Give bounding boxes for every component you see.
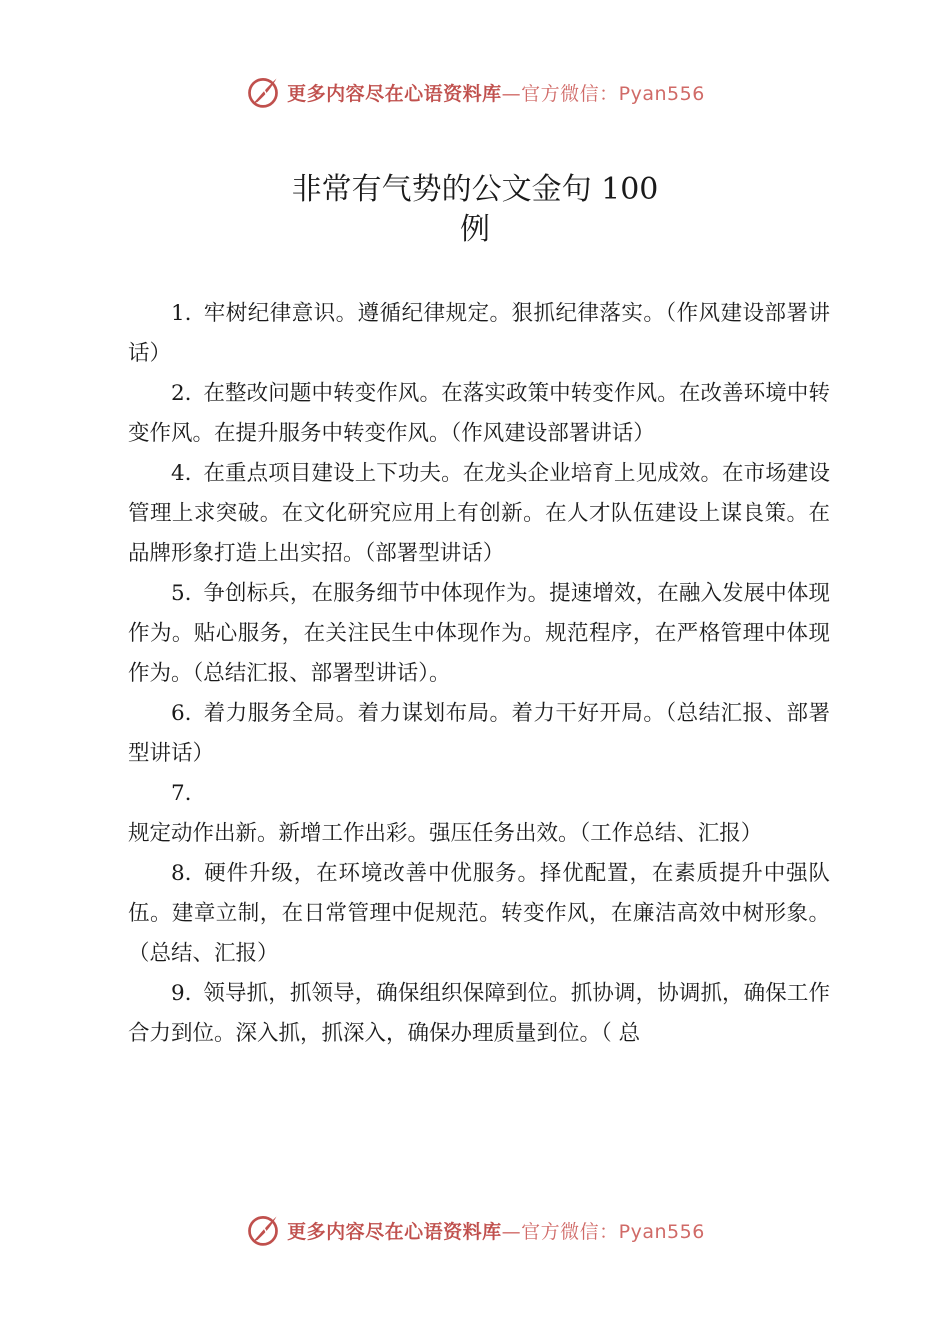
list-item <box>128 774 830 854</box>
title-line-2: 例 <box>460 212 490 247</box>
item-number: 5. <box>171 581 192 606</box>
item-number: 7. <box>171 781 192 806</box>
item-text: 在整改问题中转变作风。在落实政策中转变作风。在改善环境中转变作风。在提升服务中转变作风。（作风建设部署讲话） <box>128 381 830 446</box>
item-number: 4. <box>171 461 192 486</box>
item-text: 规定动作出新。新增工作出彩。强压任务出效。（工作总结、汇报） <box>128 821 763 846</box>
list-item <box>128 294 830 374</box>
item-text: 着力服务全局。着力谋划布局。着力干好开局。（总结汇报、部署型讲话） <box>128 701 830 766</box>
banner-text: 更多内容尽在心语资料库 <box>287 1220 502 1243</box>
document-title <box>0 170 950 250</box>
header-banner <box>0 70 950 114</box>
list-item <box>128 454 830 574</box>
banner-contact: —官方微信：Pyan556 <box>501 1220 705 1243</box>
list-item <box>128 854 830 974</box>
document-body <box>128 294 830 1054</box>
item-text: 争创标兵，在服务细节中体现作为。提速增效，在融入发展中体现作为。贴心服务，在关注民生中体现作为。规范程序，在严格管理中体现作为。（总结汇报、部署型讲话）。 <box>128 581 830 686</box>
list-item <box>128 694 830 774</box>
item-number: 8. <box>171 861 192 886</box>
quill-logo-icon <box>245 1212 281 1248</box>
quill-logo-icon <box>245 74 281 110</box>
item-text: 领导抓，抓领导，确保组织保障到位。抓协调，协调抓，确保工作合力到位。深入抓，抓深入，确保办理质量到位。（ 总 <box>128 981 830 1046</box>
banner-contact: —官方微信：Pyan556 <box>501 82 705 105</box>
list-item <box>128 574 830 694</box>
footer-banner <box>0 1208 950 1252</box>
item-number: 9. <box>171 981 192 1006</box>
title-line-1: 非常有气势的公文金句 100 <box>291 172 659 207</box>
item-number: 1. <box>171 301 192 326</box>
item-number: 2. <box>171 381 192 406</box>
item-text: 硬件升级，在环境改善中优服务。择优配置，在素质提升中强队伍。建章立制，在日常管理中促规范。转变作风，在廉洁高效中树形象。（总结、汇报） <box>128 861 830 966</box>
item-text: 牢树纪律意识。遵循纪律规定。狠抓纪律落实。（作风建设部署讲话） <box>128 301 830 366</box>
banner-text: 更多内容尽在心语资料库 <box>287 82 502 105</box>
list-item <box>128 974 830 1054</box>
list-item <box>128 374 830 454</box>
item-text: 在重点项目建设上下功夫。在龙头企业培育上见成效。在市场建设管理上求突破。在文化研究应用上有创新。在人才队伍建设上谋良策。在品牌形象打造上出实招。（部署型讲话） <box>128 461 830 566</box>
item-number: 6. <box>171 701 192 726</box>
